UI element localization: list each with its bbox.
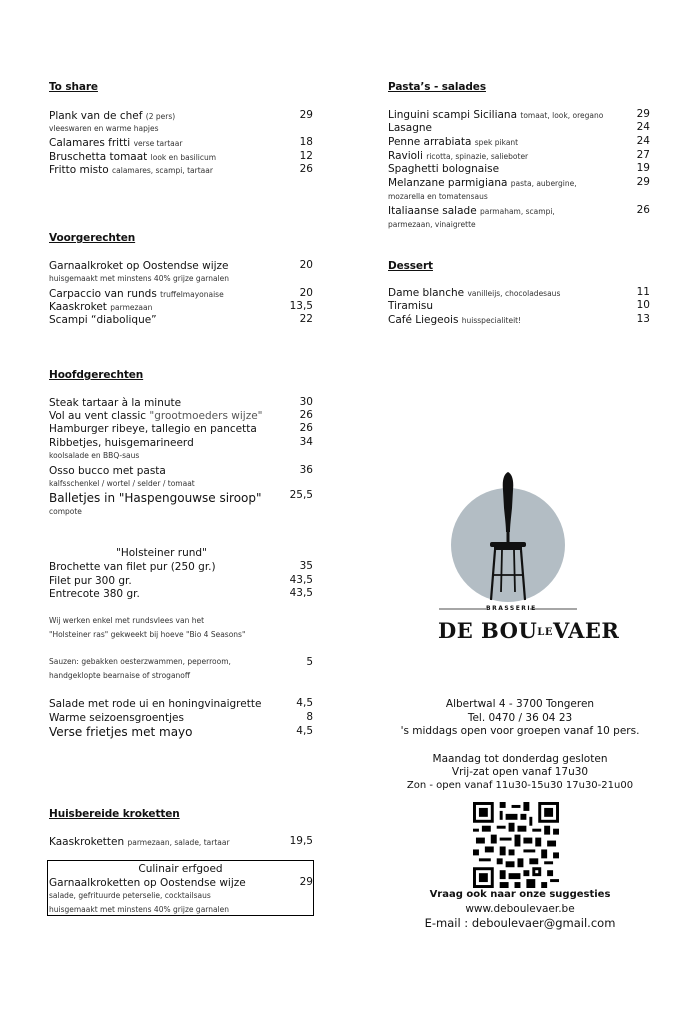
email-link[interactable]: E-mail : deboulevaer@gmail.com bbox=[424, 916, 616, 930]
menu-price: 43,5 bbox=[289, 574, 313, 586]
menu-price: 29 bbox=[636, 108, 650, 120]
menu-price: 19 bbox=[636, 162, 650, 174]
holsteiner-note: Wij werken enkel met rundsvlees van het bbox=[49, 616, 205, 625]
menu-item: Calamares fritti verse tartaar bbox=[49, 137, 183, 149]
menu-price: 24 bbox=[636, 135, 650, 147]
menu-item: Spaghetti bolognaise bbox=[388, 163, 500, 175]
menu-price: 12 bbox=[299, 150, 313, 162]
menu-price: 29 bbox=[299, 109, 313, 121]
menu-price: 27 bbox=[636, 149, 650, 161]
logo-wordmark: DE BOULEVAER bbox=[438, 618, 620, 643]
holsteiner-note: "Holsteiner ras" gekweekt bij hoeve "Bio 4 Seasons" bbox=[49, 630, 246, 639]
menu-item: Garnaalkroketten op Oostendse wijze bbox=[49, 877, 246, 889]
menu-price: 5 bbox=[306, 656, 313, 668]
sauzen-note: Sauzen: gebakken oesterzwammen, peperroom, bbox=[49, 657, 231, 666]
section-heading-kroketten: Huisbereide kroketten bbox=[49, 808, 180, 820]
section-heading-hoofdgerechten: Hoofdgerechten bbox=[49, 369, 144, 381]
menu-item-desc: vleeswaren en warme hapjes bbox=[49, 124, 159, 133]
menu-price: 4,5 bbox=[296, 697, 313, 709]
menu-item: Verse frietjes met mayo bbox=[49, 725, 193, 739]
menu-price: 11 bbox=[636, 286, 650, 298]
menu-item: Plank van de chef (2 pers) bbox=[49, 110, 176, 122]
menu-price: 34 bbox=[299, 436, 313, 448]
section-heading-pasta: Pasta’s - salades bbox=[388, 81, 486, 93]
menu-item: Melanzane parmigiana pasta, aubergine, bbox=[388, 177, 577, 189]
menu-item: Café Liegeois huisspecialiteit! bbox=[388, 314, 522, 326]
menu-item-desc: kalfsschenkel / wortel / selder / tomaat bbox=[49, 479, 195, 488]
menu-price: 13,5 bbox=[289, 300, 313, 312]
menu-item: Lasagne bbox=[388, 122, 432, 134]
menu-price: 29 bbox=[299, 876, 313, 888]
menu-item-desc: parmezaan, vinaigrette bbox=[388, 220, 476, 229]
menu-item: Ravioli ricotta, spinazie, salieboter bbox=[388, 150, 529, 162]
menu-price: 8 bbox=[306, 711, 313, 723]
menu-price: 30 bbox=[299, 396, 313, 408]
menu-price: 20 bbox=[299, 259, 313, 271]
menu-item-desc: koolsalade en BBQ-saus bbox=[49, 451, 140, 460]
opening-closed: Maandag tot donderdag gesloten bbox=[432, 753, 608, 765]
menu-item: Salade met rode ui en honingvinaigrette bbox=[49, 698, 262, 710]
logo-small-text: BRASSERIE bbox=[486, 605, 537, 612]
menu-price: 19,5 bbox=[289, 835, 313, 847]
menu-price: 18 bbox=[299, 136, 313, 148]
opening-sunday: Zon - open vanaf 11u30-15u30 17u30-21u00 bbox=[406, 780, 634, 791]
menu-price: 36 bbox=[299, 464, 313, 476]
menu-item: Fritto misto calamares, scampi, tartaar bbox=[49, 164, 213, 176]
suggestions-text: Vraag ook naar onze suggesties bbox=[429, 889, 611, 900]
menu-item: Penne arrabiata spek pikant bbox=[388, 136, 519, 148]
menu-item: Entrecote 380 gr. bbox=[49, 588, 140, 600]
groups-info: 's middags open voor groepen vanaf 10 pers. bbox=[400, 725, 640, 737]
menu-item: Ribbetjes, huisgemarineerd bbox=[49, 437, 194, 449]
menu-price: 20 bbox=[299, 287, 313, 299]
menu-item: Balletjes in "Haspengouwse siroop" bbox=[49, 491, 262, 505]
menu-item: Brochette van filet pur (250 gr.) bbox=[49, 561, 216, 573]
sauzen-note: handgeklopte bearnaise of stroganoff bbox=[49, 671, 191, 680]
qr-code-icon[interactable] bbox=[473, 802, 559, 888]
address: Albertwal 4 - 3700 Tongeren bbox=[445, 698, 595, 710]
menu-item: Osso bucco met pasta bbox=[49, 465, 166, 477]
menu-item-desc: salade, gefrituurde peterselie, cocktailsaus bbox=[49, 891, 211, 900]
menu-price: 35 bbox=[299, 560, 313, 572]
menu-price: 26 bbox=[299, 163, 313, 175]
section-heading-dessert: Dessert bbox=[388, 260, 433, 272]
menu-item-desc: compote bbox=[49, 507, 82, 516]
brasserie-logo-icon bbox=[428, 470, 598, 615]
menu-item: Dame blanche vanilleijs, chocoladesaus bbox=[388, 287, 561, 299]
menu-price: 24 bbox=[636, 121, 650, 133]
menu-price: 43,5 bbox=[289, 587, 313, 599]
phone: Tel. 0470 / 36 04 23 bbox=[467, 712, 573, 724]
menu-item: Scampi “diabolique” bbox=[49, 314, 157, 326]
menu-price: 25,5 bbox=[289, 489, 313, 501]
box-title: Culinair erfgoed bbox=[138, 863, 223, 875]
website-link[interactable]: www.deboulevaer.be bbox=[465, 903, 575, 915]
opening-fri-sat: Vrij-zat open vanaf 17u30 bbox=[451, 766, 589, 778]
menu-item-desc: huisgemaakt met minstens 40% grijze garnalen bbox=[49, 274, 230, 283]
menu-item-desc: mozarella en tomatensaus bbox=[388, 192, 488, 201]
menu-price: 13 bbox=[636, 313, 650, 325]
menu-item: Tiramisu bbox=[388, 300, 434, 312]
menu-item: Kaaskroketten parmezaan, salade, tartaar bbox=[49, 836, 230, 848]
menu-price: 26 bbox=[636, 204, 650, 216]
menu-item: Vol au vent classic "grootmoeders wijze" bbox=[49, 410, 263, 422]
menu-price: 26 bbox=[299, 422, 313, 434]
menu-item: Kaaskroket parmezaan bbox=[49, 301, 153, 313]
menu-item: Warme seizoensgroentjes bbox=[49, 712, 184, 724]
section-heading-voorgerechten: Voorgerechten bbox=[49, 232, 136, 244]
menu-item: Linguini scampi Siciliana tomaat, look, oregano bbox=[388, 109, 604, 121]
menu-item: Italiaanse salade parmaham, scampi, bbox=[388, 205, 555, 217]
menu-item-desc: huisgemaakt met minstens 40% grijze garnalen bbox=[49, 905, 230, 914]
menu-item: Carpaccio van runds truffelmayonaise bbox=[49, 288, 224, 300]
holsteiner-title: "Holsteiner rund" bbox=[116, 547, 207, 559]
menu-item: Garnaalkroket op Oostendse wijze bbox=[49, 260, 229, 272]
section-heading-to-share: To share bbox=[49, 81, 98, 93]
menu-price: 10 bbox=[636, 299, 650, 311]
menu-item: Bruschetta tomaat look en basilicum bbox=[49, 151, 217, 163]
menu-price: 29 bbox=[636, 176, 650, 188]
menu-price: 26 bbox=[299, 409, 313, 421]
menu-item: Hamburger ribeye, tallegio en pancetta bbox=[49, 423, 257, 435]
menu-price: 4,5 bbox=[296, 725, 313, 737]
menu-price: 22 bbox=[299, 313, 313, 325]
menu-item: Filet pur 300 gr. bbox=[49, 575, 132, 587]
menu-item: Steak tartaar à la minute bbox=[49, 397, 182, 409]
